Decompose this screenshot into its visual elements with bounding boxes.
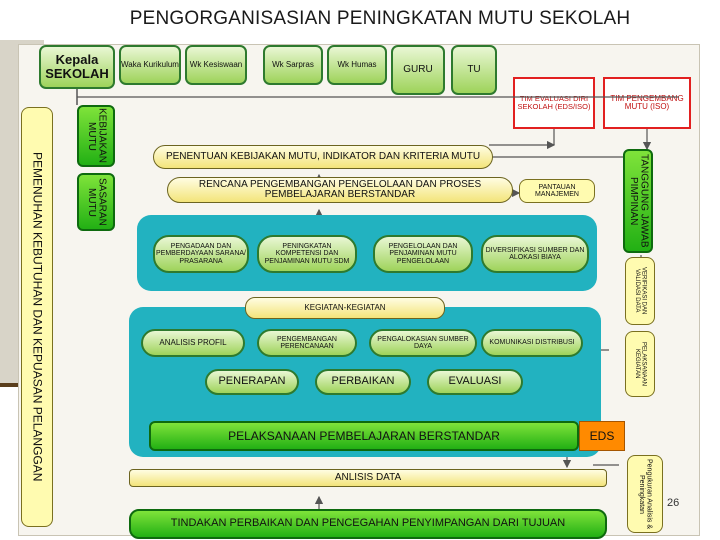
analisis-data-box: ANLISIS DATA (129, 469, 607, 487)
tim-pengembang-box: TIM PENGEMBANG MUTU (ISO) (603, 77, 691, 129)
eds-box: EDS (579, 421, 625, 451)
standard-pengelolaan-box: PENGELOLAAN DAN PENJAMINAN MUTU PENGELOLAAN (373, 235, 473, 273)
page-title: PENGORGANISASIAN PENINGKATAN MUTU SEKOLAH (129, 8, 631, 29)
tanggung-jawab-box: TANGGUNG JAWAB PIMPINAN (623, 149, 653, 253)
rencana-pengembangan-box: RENCANA PENGEMBANGAN PENGELOLAAN DAN PROSES PEMBELAJARAN BERSTANDAR (167, 177, 513, 203)
pelaksanaan-pembelajaran-box: PELAKSANAAN PEMBELAJARAN BERSTANDAR (149, 421, 579, 451)
wk-humas-box: Wk Humas (327, 45, 387, 85)
kepala-sekolah-box: Kepala SEKOLAH (39, 45, 115, 89)
tim-evaluasi-box: TIM EVALUASI DIRI SEKOLAH (EDS/ISO) (513, 77, 595, 129)
standard-sdm-box: PENINGKATAN KOMPETENSI DAN PENJAMINAN MUTU SDM (257, 235, 357, 273)
standard-sarana-box: PENGADAAN DAN PEMBERDAYAAN SARANA/ PRASARANA (153, 235, 249, 273)
verifikasi-validasi-box: VERIFIKASI DAN VALIDASI DATA (625, 257, 655, 325)
tu-box: TU (451, 45, 497, 95)
wk-kesiswaan-box: Wk Kesiswaan (185, 45, 247, 85)
komunikasi-distribusi-box: KOMUNIKASI DISTRIBUSI (481, 329, 583, 357)
pemenuhan-kebutuhan-bar: PEMENUHAN KEBUTUHAN DAN KEPUASAN PELANGGAN (21, 107, 53, 527)
standard-biaya-box: DIVERSIFIKASI SUMBER DAN ALOKASI BIAYA (481, 235, 589, 273)
tindakan-perbaikan-box: TINDAKAN PERBAIKAN DAN PENCEGAHAN PENYIMPANGAN DARI TUJUAN (129, 509, 607, 539)
penentuan-kebijakan-box: PENENTUAN KEBIJAKAN MUTU, INDIKATOR DAN KRITERIA MUTU (153, 145, 493, 169)
pengukuran-analisis-box: Pengukuran Analisis & Peningkatan (627, 455, 663, 533)
kegiatan-kegiatan-box: KEGIATAN-KEGIATAN (245, 297, 445, 319)
page-number: 26 (667, 497, 680, 509)
pengalokasian-sumber-box: PENGALOKASIAN SUMBER DAYA (369, 329, 477, 357)
pantauan-manajemen-box: PANTAUAN MANAJEMEN (519, 179, 595, 203)
wk-sarpras-box: Wk Sarpras (263, 45, 323, 85)
perbaikan-box: PERBAIKAN (315, 369, 411, 395)
guru-box: GURU (391, 45, 445, 95)
pengembangan-perencanaan-box: PENGEMBANGAN PERENCANAAN (257, 329, 357, 357)
evaluasi-box: EVALUASI (427, 369, 523, 395)
penerapan-box: PENERAPAN (205, 369, 299, 395)
kebijakan-mutu-box: KEBIJAKAN MUTU (77, 105, 115, 167)
waka-kurikulum-box: Waka Kurikulum (119, 45, 181, 85)
pelaksanaan-kegiatan-box: PELAKSANAAN KEGIATAN (625, 331, 655, 397)
diagram-canvas (18, 44, 700, 536)
analisis-profil-box: ANALISIS PROFIL (141, 329, 245, 357)
sasaran-mutu-box: SASARAN MUTU (77, 173, 115, 231)
